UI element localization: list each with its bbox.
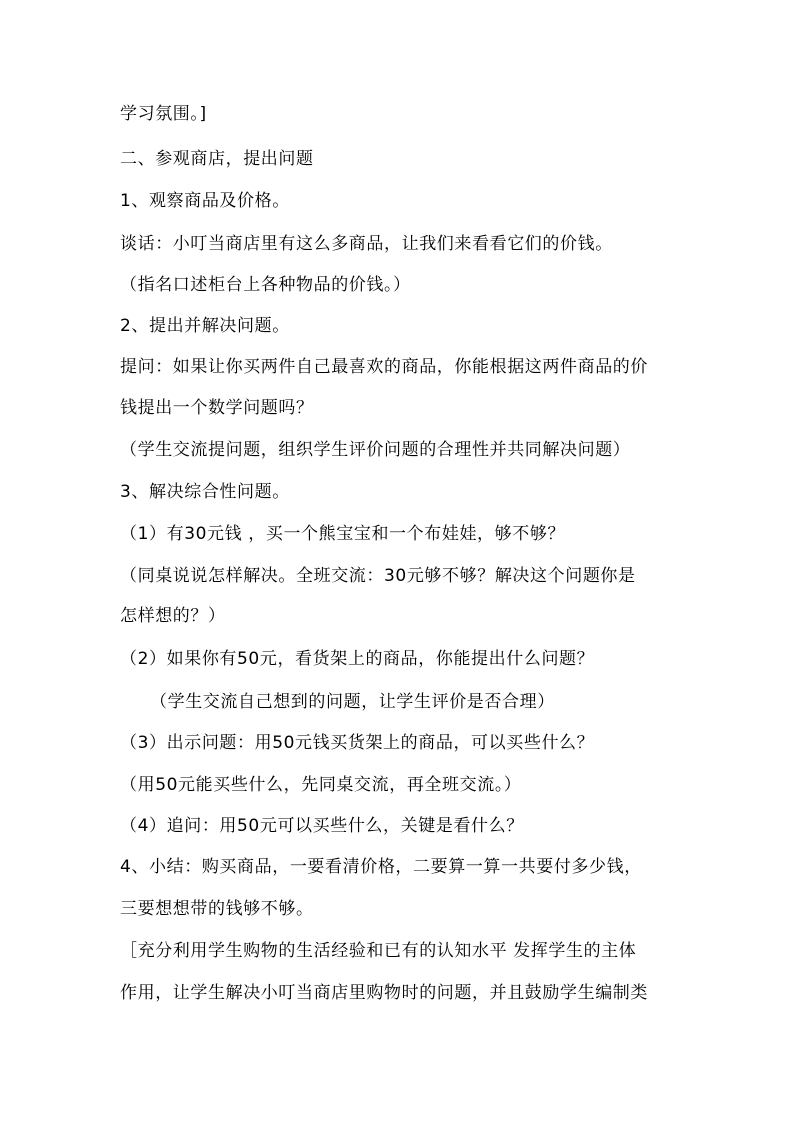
text-line: 提问：如果让你买两件自己最喜欢的商品，你能根据这两件商品的价 bbox=[120, 357, 648, 377]
text-line: （同桌说说怎样解决。全班交流：30元够不够？解决这个问题你是 bbox=[120, 566, 636, 586]
text-line: 作用，让学生解决小叮当商店里购物时的问题，并且鼓励学生编制类 bbox=[120, 983, 648, 1003]
text-line: （指名口述柜台上各种物品的价钱。） bbox=[120, 275, 411, 295]
text-line: 钱提出一个数学问题吗？ bbox=[120, 398, 314, 418]
text-line: （3）出示问题：用50元钱买货架上的商品，可以买些什么？ bbox=[120, 733, 595, 753]
text-line: （用50元能买些什么，先同桌交流，再全班交流。） bbox=[120, 775, 522, 795]
text-line: 2、提出并解决问题。 bbox=[120, 316, 290, 336]
section-heading: 二、参观商店，提出问题 bbox=[120, 149, 314, 169]
text-line: 4、小结：购买商品，一要看清价格，二要算一算一共要付多少钱， bbox=[120, 857, 642, 877]
text-line: 1、观察商品及价格。 bbox=[120, 191, 290, 211]
text-line: （学生交流提问题，组织学生评价问题的合理性并共同解决问题） bbox=[120, 440, 631, 460]
text-line: 谈话：小叮当商店里有这么多商品，让我们来看看它们的价钱。 bbox=[120, 234, 613, 254]
text-line: 怎样想的？） bbox=[120, 606, 226, 626]
text-line: （2）如果你有50元，看货架上的商品，你能提出什么问题？ bbox=[120, 649, 595, 669]
text-line: （4）追问：用50元可以买些什么，关键是看什么？ bbox=[120, 816, 524, 836]
text-line: ［充分利用学生购物的生活经验和已有的认知水平 发挥学生的主体 bbox=[120, 941, 637, 961]
text-line: 学习氛围。] bbox=[120, 104, 207, 124]
text-line: 三要想想带的钱够不够。 bbox=[120, 899, 314, 919]
text-line: （1）有30元钱 ，买一个熊宝宝和一个布娃娃，够不够？ bbox=[120, 524, 566, 544]
text-line: （学生交流自己想到的问题，让学生评价是否合理） bbox=[150, 692, 555, 712]
text-line: 3、解决综合性问题。 bbox=[120, 482, 290, 502]
